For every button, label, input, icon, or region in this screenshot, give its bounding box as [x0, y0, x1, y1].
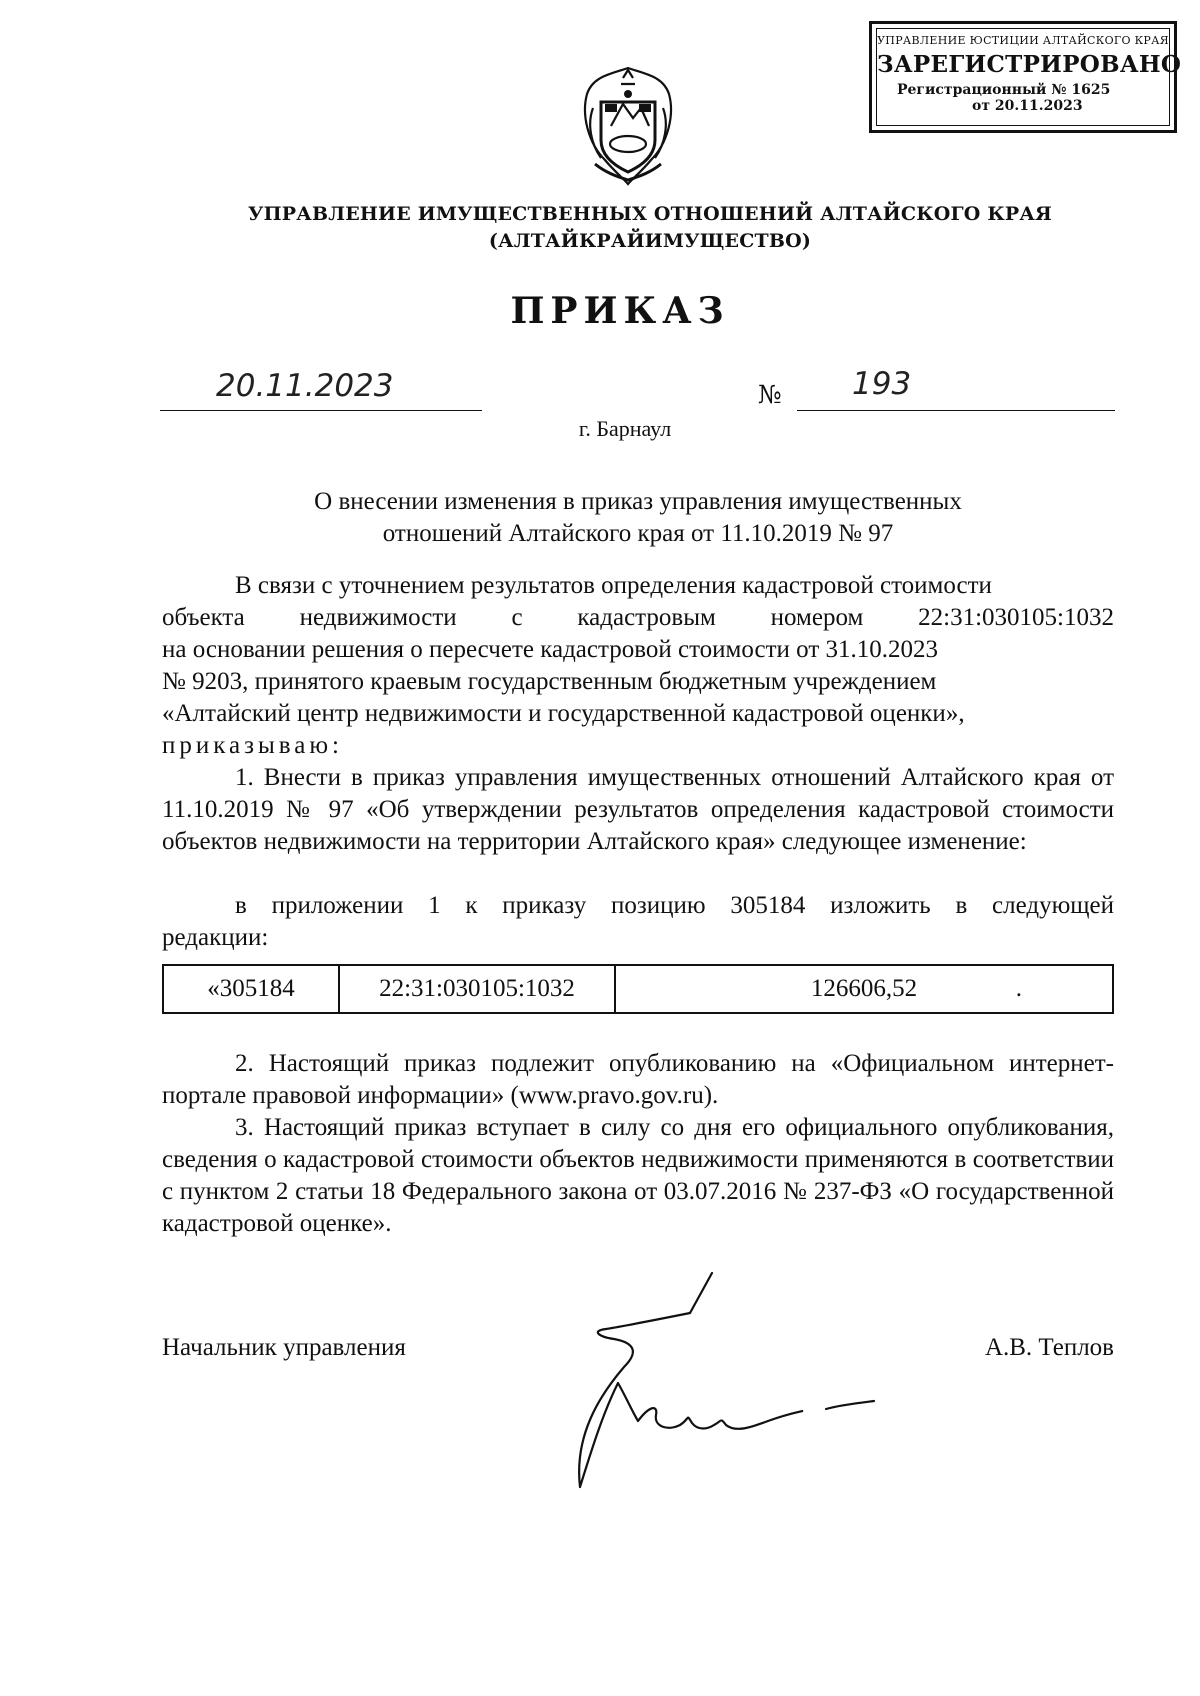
stamp-organization: УПРАВЛЕНИЕ ЮСТИЦИИ АЛТАЙСКОГО КРАЯ — [877, 34, 1169, 47]
stamp-registration-date: от 20.11.2023 — [972, 98, 1083, 114]
coat-of-arms-icon — [571, 64, 685, 188]
registration-stamp — [869, 21, 1182, 133]
handwritten-number: 193 — [852, 366, 912, 402]
item-1-subline: в приложении 1 к приказу позицию 305184 изложить в следующей — [235, 892, 1114, 919]
preamble-line: объекта недвижимости с кадастровым номером 22:31:030105:1032 — [162, 604, 1114, 631]
number-sign: № — [758, 380, 782, 409]
table-value-text: 126606,52 — [810, 975, 918, 1002]
document-type-title: ПРИКАЗ — [510, 290, 730, 332]
document-title-line1: О внесении изменения в приказ управления имущественных — [314, 488, 962, 515]
agency-name: УПРАВЛЕНИЕ ИМУЩЕСТВЕННЫХ ОТНОШЕНИЙ АЛТАЙСКОГО КРАЯ — [248, 203, 1052, 225]
city-name: г. Барнаул — [578, 416, 672, 441]
document-title — [160, 486, 1116, 550]
item-1-subline: редакции: — [162, 924, 269, 951]
table-closing-mark: . — [1015, 975, 1022, 1002]
signatory-name: А.В. Теплов — [984, 1334, 1114, 1361]
signatory-title: Начальник управления — [162, 1334, 406, 1361]
stamp-status: ЗАРЕГИСТРИРОВАНО — [877, 51, 1182, 78]
item-3: 3. Настоящий приказ вступает в силу со дня его официального опубликования, сведения о кадастровой стоимости объектов недвижимости применяются в соответствии с пунктом 2 статьи 18 Федерального закона от 03.07.2016 № 237-ФЗ «О государственной кадастровой оценке». — [162, 1114, 1114, 1237]
stamp-registration-number: Регистрационный № 1625 — [897, 82, 1111, 98]
preamble-line: на основании решения о пересчете кадастровой стоимости от 31.10.2023 — [162, 636, 938, 663]
table-cell-cadastral-number: 22:31:030105:1032 — [340, 966, 616, 1012]
stamp-inner-frame — [876, 28, 1182, 126]
date-underline — [160, 410, 482, 411]
cadastral-value-table — [162, 964, 1114, 1014]
handwritten-signature — [540, 1255, 940, 1495]
handwritten-date: 20.11.2023 — [216, 368, 394, 404]
item-2: 2. Настоящий приказ подлежит опубликованию на «Официальном интернет-портале правовой информации» (www.pravo.gov.ru). — [162, 1050, 1114, 1109]
document-title-line2: отношений Алтайского края от 11.10.2019 № 97 — [382, 520, 894, 547]
item-1: 1. Внести в приказ управления имущественных отношений Алтайского края от 11.10.2019 № 97 «Об утверждении результатов определения кадастровой стоимости объектов недвижимости на территории Алтайского края» следующее изменение: — [162, 764, 1114, 855]
table-cell-value — [616, 966, 1112, 1012]
table-cell-position: «305184 — [164, 966, 340, 1012]
preamble-line: «Алтайский центр недвижимости и государственной кадастровой оценки», — [162, 700, 965, 727]
agency-short-name: (АЛТАЙКРАЙИМУЩЕСТВО) — [488, 230, 812, 252]
number-underline — [797, 410, 1115, 411]
preamble-line: В связи с уточнением результатов определения кадастровой стоимости — [235, 572, 992, 599]
order-word: приказываю: — [162, 732, 343, 759]
preamble-line: № 9203, принятого краевым государственным бюджетным учреждением — [162, 668, 937, 695]
